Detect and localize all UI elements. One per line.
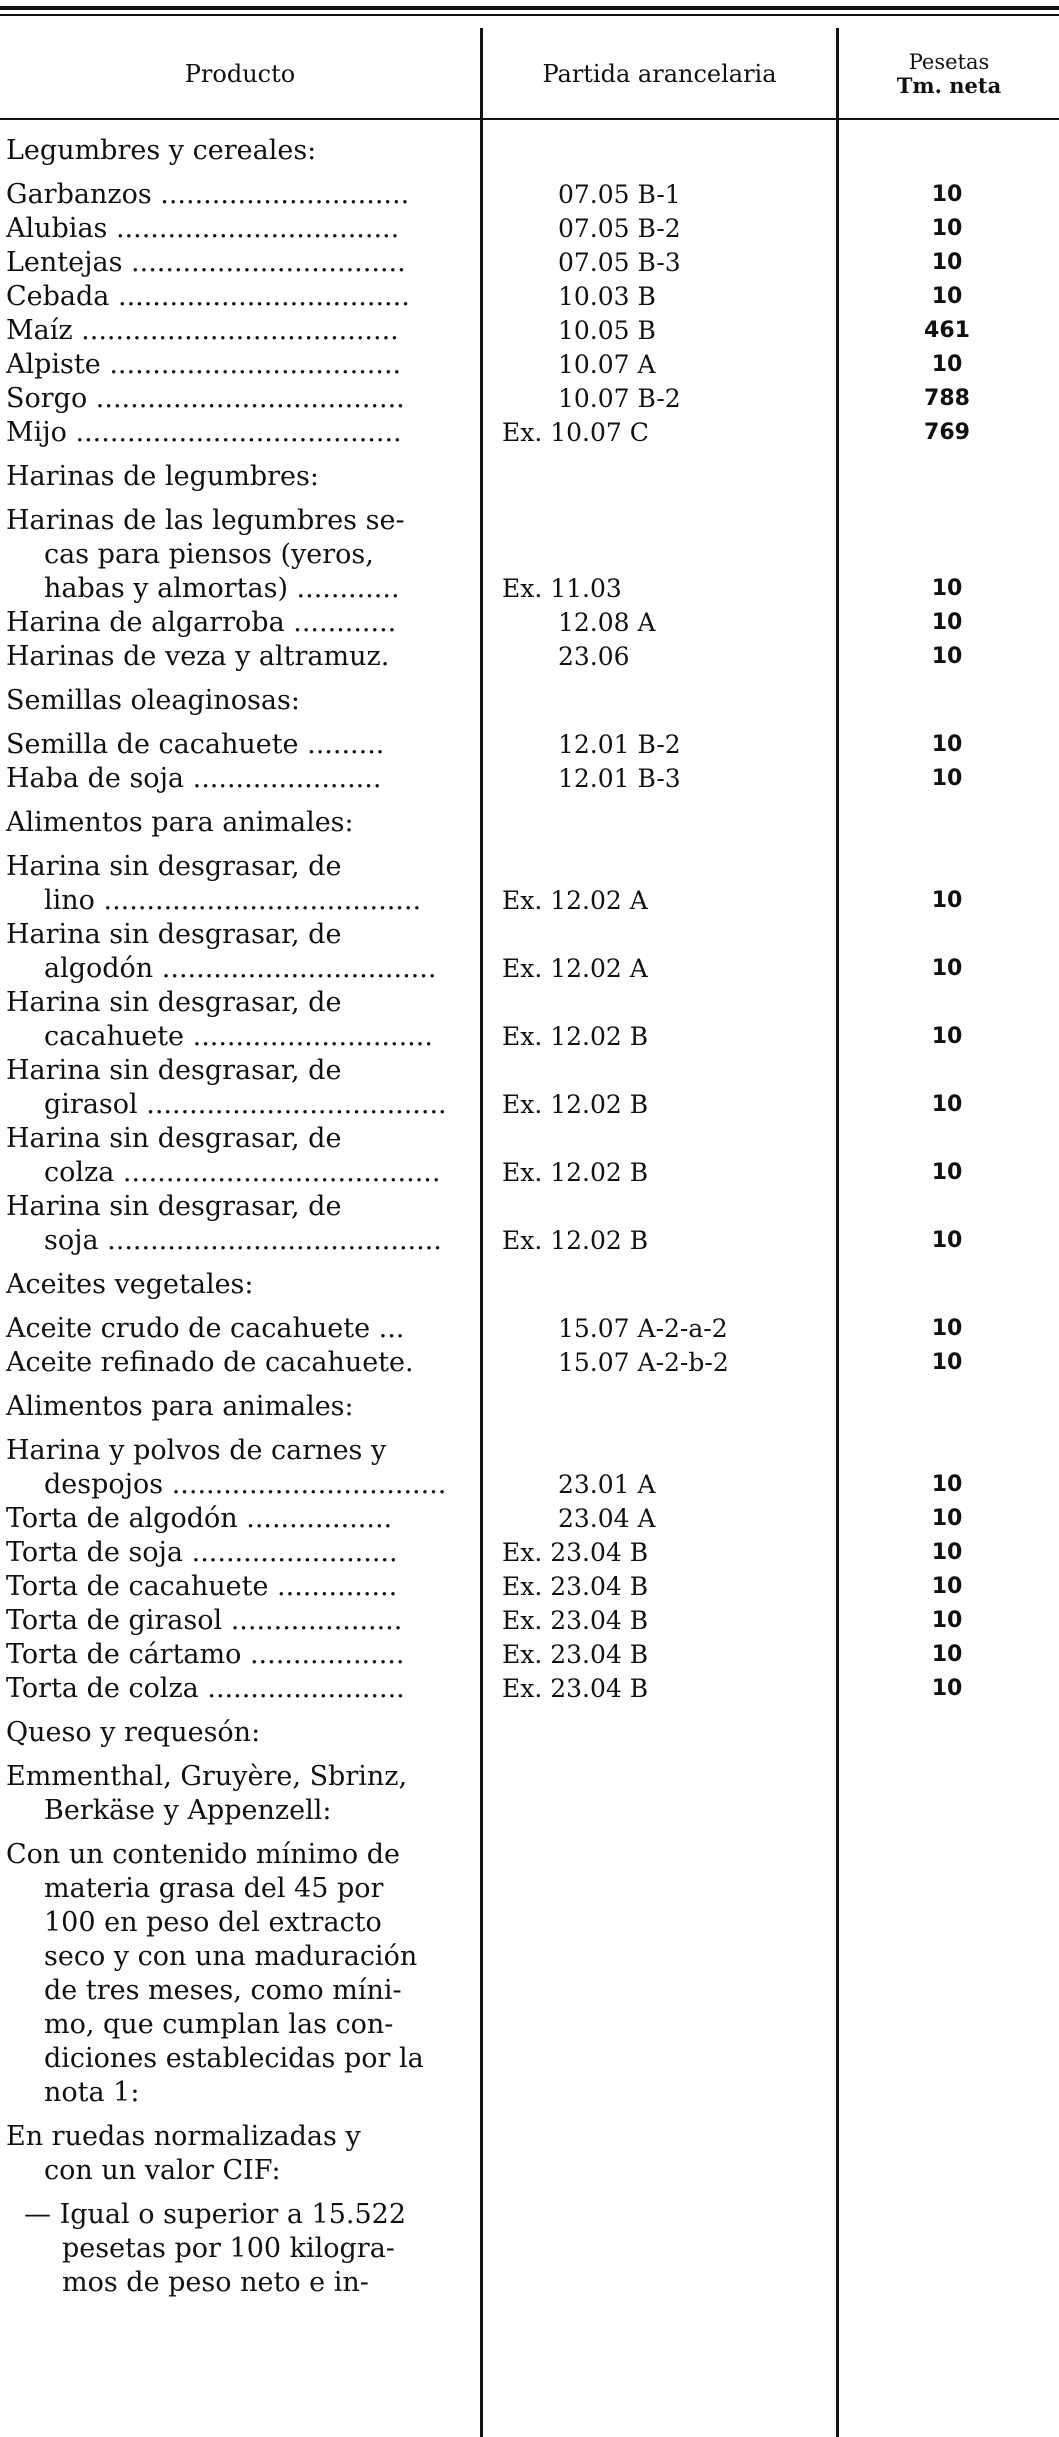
product-cell [0,1502,478,1536]
product-line: de tres meses, como míni- [44,1975,402,2006]
product-cell [0,1716,478,1750]
tariff-code: 07.05 B-1 [558,180,681,209]
product-cell [0,2198,478,2300]
table-row [0,1434,1059,1502]
table-row [0,1312,1059,1346]
value-cell [835,382,1059,416]
table-row [0,1638,1059,1672]
product-cell [0,918,478,986]
tariff-code: 10.05 B [558,316,656,345]
value-number: 10 [931,1574,963,1599]
product-name: Legumbres y cereales: [6,135,317,166]
product-line: pesetas por 100 kilogra- [62,2233,395,2264]
table-row [0,1570,1059,1604]
product-line: — Igual o superior a 15.522 [24,2199,407,2230]
section-heading [0,1716,1059,1750]
table-row [0,314,1059,348]
product-name: Alpiste .................................. [6,349,402,380]
value-cell [835,1224,1059,1258]
product-cell [0,1190,478,1258]
table-row [0,1122,1059,1190]
product-cell [0,986,478,1054]
table-row [0,1672,1059,1706]
product-cell [0,1122,478,1190]
header-product [0,34,480,114]
value-number: 10 [931,250,963,275]
tariff-cell [478,1434,835,1502]
table-row [0,640,1059,674]
product-name: Queso y requesón: [6,1717,261,1748]
product-cell [0,2120,478,2188]
product-name: Semillas oleaginosas: [6,685,300,716]
tariff-cell [478,1122,835,1190]
product-cell [0,1536,478,1570]
product-cell [0,460,478,494]
value-number: 10 [931,1228,963,1253]
table-row [0,1190,1059,1258]
tariff-cell [478,460,835,494]
section-heading [0,1390,1059,1424]
value-number: 769 [924,420,970,445]
tariff-code: Ex. 23.04 B [502,1538,649,1567]
value-number: 10 [931,1024,963,1049]
value-cell [835,1638,1059,1672]
product-cell [0,1390,478,1424]
tariff-cell [478,1536,835,1570]
tariff-cell [478,640,835,674]
value-cell [835,314,1059,348]
product-name: Harinas de veza y altramuz. [6,641,390,672]
tariff-code: Ex. 12.02 B [502,1022,649,1051]
product-name: Alimentos para animales: [6,807,354,838]
value-number: 10 [931,888,963,913]
product-line: Berkäse y Appenzell: [44,1795,332,1826]
header-unit-line2: Tm. neta [896,73,1002,98]
product-name: Semilla de cacahuete ......... [6,729,385,760]
tariff-cell [478,918,835,986]
header-tariff-label: Partida arancelaria [542,60,777,88]
table-row [0,850,1059,918]
product-cell [0,212,478,246]
value-cell [835,884,1059,918]
tariff-cell [478,134,835,168]
product-cell [0,762,478,796]
value-number: 10 [931,1160,963,1185]
tariff-code: 23.01 A [558,1470,656,1499]
product-cell [0,246,478,280]
tariff-cell [478,382,835,416]
product-line: Harina sin desgrasar, de [6,987,342,1018]
product-line: lino ..................................... [44,885,422,916]
tariff-cell [478,1672,835,1706]
value-cell [835,762,1059,796]
tariff-code: 10.03 B [558,282,656,311]
tariff-code: 10.07 A [558,350,656,379]
tariff-cell [478,762,835,796]
product-name: Alimentos para animales: [6,1391,354,1422]
value-number: 10 [931,644,963,669]
product-cell [0,348,478,382]
tariff-code: Ex. 23.04 B [502,1640,649,1669]
header-unit [839,34,1059,114]
tariff-code: Ex. 12.02 A [502,886,648,915]
tariff-cell [478,1604,835,1638]
tariff-code: Ex. 10.07 C [502,418,649,447]
value-number: 10 [931,1350,963,1375]
tariff-cell [478,314,835,348]
tariff-cell [478,1570,835,1604]
tariff-cell [478,1054,835,1122]
header-product-label: Producto [184,60,296,88]
section-heading [0,2120,1059,2188]
value-number: 10 [931,1506,963,1531]
value-cell [835,640,1059,674]
value-number: 10 [931,1316,963,1341]
product-cell [0,1268,478,1302]
section-heading [0,684,1059,718]
product-cell [0,1312,478,1346]
section-heading [0,1268,1059,1302]
value-cell [835,1502,1059,1536]
section-heading [0,1838,1059,2110]
header-tariff [483,34,836,114]
product-cell [0,314,478,348]
value-number: 10 [931,1676,963,1701]
tariff-cell [478,1346,835,1380]
value-cell [835,1536,1059,1570]
top-rule-thin [0,14,1059,16]
header-rule [0,118,1059,120]
tariff-code: Ex. 12.02 A [502,954,648,983]
product-line: Harina sin desgrasar, de [6,1055,342,1086]
value-number: 10 [931,956,963,981]
value-number: 10 [931,610,963,635]
section-heading [0,806,1059,840]
product-line: mos de peso neto e in- [62,2267,369,2298]
product-line: algodón ................................ [44,953,437,984]
section-heading [0,134,1059,168]
tariff-cell [478,504,835,606]
product-line: materia grasa del 45 por [44,1873,384,1904]
product-line: colza ..................................... [44,1157,441,1188]
table-row [0,382,1059,416]
tariff-code: Ex. 23.04 B [502,1674,649,1703]
product-line: Harina sin desgrasar, de [6,1191,342,1222]
product-name: Torta de cacahuete .............. [6,1571,398,1602]
value-cell [835,1468,1059,1502]
tariff-code: Ex. 12.02 B [502,1090,649,1119]
table-row [0,416,1059,450]
product-name: Aceites vegetales: [6,1269,254,1300]
tariff-cell [478,606,835,640]
tariff-code: 10.07 B-2 [558,384,681,413]
product-name: Aceite refinado de cacahuete. [6,1347,414,1378]
value-cell [835,1088,1059,1122]
product-name: Torta de soja ........................ [6,1537,398,1568]
product-name: Harina de algarroba ............ [6,607,397,638]
tariff-cell [478,178,835,212]
product-line: seco y con una maduración [44,1941,418,1972]
tariff-code: Ex. 12.02 B [502,1226,649,1255]
product-line: cas para piensos (yeros, [44,539,374,570]
tariff-code: 07.05 B-3 [558,248,681,277]
value-number: 10 [931,182,963,207]
product-cell [0,1838,478,2110]
product-line: mo, que cumplan las con- [44,2009,394,2040]
tariff-code: 23.04 A [558,1504,656,1533]
table-row [0,1054,1059,1122]
tariff-cell [478,986,835,1054]
tariff-cell [478,348,835,382]
value-cell [835,280,1059,314]
value-cell [835,348,1059,382]
product-line: En ruedas normalizadas y [6,2121,361,2152]
table-row [0,1502,1059,1536]
tariff-cell [478,1760,835,1828]
value-cell [835,1672,1059,1706]
product-name: Aceite crudo de cacahuete ... [6,1313,405,1344]
value-number: 10 [931,216,963,241]
tariff-code: Ex. 11.03 [502,574,622,603]
product-cell [0,850,478,918]
product-cell [0,416,478,450]
tariff-cell [478,1838,835,2110]
product-cell [0,134,478,168]
product-cell [0,1346,478,1380]
tariff-table [0,124,1059,2310]
value-number: 10 [931,1472,963,1497]
table-row [0,1604,1059,1638]
value-cell [835,952,1059,986]
product-line: Harina sin desgrasar, de [6,919,342,950]
value-cell [835,572,1059,606]
table-row [0,280,1059,314]
tariff-cell [478,2120,835,2188]
value-cell [835,178,1059,212]
section-heading [0,1760,1059,1828]
value-number: 10 [931,1608,963,1633]
product-line: Harinas de las legumbres se- [6,505,405,536]
product-cell [0,640,478,674]
tariff-code: 15.07 A-2-b-2 [558,1348,729,1377]
product-cell [0,1434,478,1502]
value-cell [835,1156,1059,1190]
product-name: Maíz ..................................... [6,315,399,346]
product-cell [0,806,478,840]
value-number: 461 [924,318,970,343]
value-number: 10 [931,284,963,309]
value-number: 10 [931,732,963,757]
tariff-cell [478,416,835,450]
product-line: cacahuete ............................ [44,1021,433,1052]
product-cell [0,1672,478,1706]
tariff-code: 23.06 [558,642,630,671]
top-rule-thick [0,6,1059,10]
product-line: Con un contenido mínimo de [6,1839,400,1870]
product-line: girasol ................................... [44,1089,447,1120]
product-name: Alubias ................................. [6,213,400,244]
product-name: Torta de algodón ................. [6,1503,393,1534]
product-cell [0,382,478,416]
value-cell [835,1346,1059,1380]
product-name: Sorgo .................................... [6,383,405,414]
tariff-code: 15.07 A-2-a-2 [558,1314,728,1343]
table-row [0,606,1059,640]
product-name: Haba de soja ...................... [6,763,382,794]
table-row [0,348,1059,382]
section-heading [0,2198,1059,2300]
product-line: Harina sin desgrasar, de [6,851,342,882]
product-line: soja ....................................... [44,1225,442,1256]
tariff-code: Ex. 12.02 B [502,1158,649,1187]
product-cell [0,280,478,314]
tariff-cell [478,1638,835,1672]
tariff-cell [478,246,835,280]
product-cell [0,504,478,606]
tariff-code: 12.01 B-2 [558,730,681,759]
product-cell [0,728,478,762]
product-name: Garbanzos ............................. [6,179,410,210]
value-cell [835,1020,1059,1054]
table-row [0,728,1059,762]
table-row [0,986,1059,1054]
value-cell [835,246,1059,280]
value-number: 10 [931,1092,963,1117]
product-name: Torta de colza ....................... [6,1673,405,1704]
tariff-cell [478,684,835,718]
product-cell [0,1604,478,1638]
tariff-cell [478,280,835,314]
tariff-cell [478,1312,835,1346]
product-cell [0,606,478,640]
product-line: habas y almortas) ............ [44,573,400,604]
tariff-cell [478,1502,835,1536]
table-row [0,178,1059,212]
product-name: Cebada .................................. [6,281,410,312]
tariff-cell [478,2198,835,2300]
product-cell [0,684,478,718]
product-line: despojos ................................ [44,1469,447,1500]
product-name: Torta de cártamo .................. [6,1639,405,1670]
tariff-code: 12.08 A [558,608,656,637]
table-row [0,762,1059,796]
product-line: nota 1: [44,2077,140,2108]
product-cell [0,178,478,212]
product-name: Torta de girasol .................... [6,1605,403,1636]
tariff-code: 12.01 B-3 [558,764,681,793]
tariff-cell [478,1268,835,1302]
tariff-code: 07.05 B-2 [558,214,681,243]
tariff-cell [478,1390,835,1424]
tariff-cell [478,806,835,840]
table-row [0,918,1059,986]
value-number: 10 [931,1540,963,1565]
product-name: Mijo ...................................... [6,417,402,448]
table-row [0,1536,1059,1570]
product-line: Harina y polvos de carnes y [6,1435,387,1466]
tariff-cell [478,1716,835,1750]
tariff-cell [478,1190,835,1258]
product-line: Emmenthal, Gruyère, Sbrinz, [6,1761,408,1792]
product-cell [0,1638,478,1672]
tariff-code: Ex. 23.04 B [502,1572,649,1601]
product-line: con un valor CIF: [44,2155,281,2186]
value-number: 10 [931,352,963,377]
product-cell [0,1054,478,1122]
header-unit-line1: Pesetas [908,50,990,74]
table-row [0,1346,1059,1380]
value-cell [835,212,1059,246]
value-number: 10 [931,766,963,791]
product-name: Lentejas ................................ [6,247,406,278]
product-cell [0,1760,478,1828]
tariff-cell [478,212,835,246]
table-row [0,212,1059,246]
value-cell [835,1570,1059,1604]
tariff-cell [478,728,835,762]
value-cell [835,416,1059,450]
product-line: diciones establecidas por la [44,2043,424,2074]
tariff-cell [478,850,835,918]
value-number: 10 [931,576,963,601]
value-cell [835,1604,1059,1638]
value-number: 788 [924,386,970,411]
product-cell [0,1570,478,1604]
value-cell [835,728,1059,762]
table-row [0,246,1059,280]
table-row [0,504,1059,606]
product-name: Harinas de legumbres: [6,461,319,492]
value-cell [835,606,1059,640]
value-number: 10 [931,1642,963,1667]
tariff-code: Ex. 23.04 B [502,1606,649,1635]
product-line: 100 en peso del extracto [44,1907,382,1938]
value-cell [835,1312,1059,1346]
section-heading [0,460,1059,494]
product-line: Harina sin desgrasar, de [6,1123,342,1154]
